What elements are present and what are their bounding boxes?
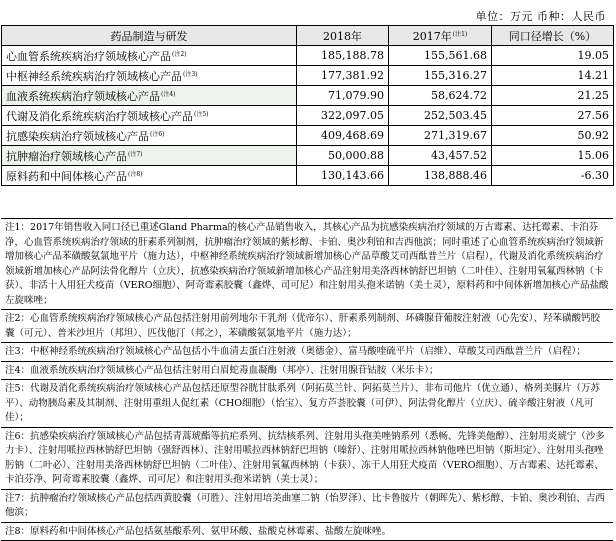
growth-percent: 15.06 <box>492 146 614 166</box>
footnote-3: 注3：中枢神经系统疾病治疗领域核心产品包括小牛血清去蛋白注射液（奥德金）、富马酸喹硫平片（启维）、草酸艾司西酞普兰片（启程）； <box>1 343 613 362</box>
footnote-marker: (注7) <box>128 151 143 158</box>
table-header-row <box>2 26 614 46</box>
product-category: 中枢神经系统疾病治疗领域核心产品$^{(注3)}$ <box>2 66 297 86</box>
footnote-2: 注2：心血管系统疾病治疗领域核心产品包括注射用前列地尔干乳剂（优帝尔）、肝素系列制剂、环磷腺苷葡胺注射液（心先安）、羟苯磺酸钙胶囊（可元）、普米沙坦片（邦坦）、匹伐他汀（邦之），苯磺酸氨氯地平片（施力达）； <box>1 310 613 343</box>
growth-percent: 19.05 <box>492 46 614 66</box>
growth-percent: -6.30 <box>492 166 614 186</box>
revenue-2018: 130,143.66 <box>297 166 389 186</box>
header-2017: 2017年$^{(注1)}$ <box>389 26 492 46</box>
product-category: 代谢及消化系统疾病治疗领域核心产品$^{(注5)}$ <box>2 106 297 126</box>
revenue-2017: 43,457.52 <box>389 146 492 166</box>
revenue-2017: 155,561.68 <box>389 46 492 66</box>
footnote-6: 注6：抗感染疾病治疗领域核心产品包括青蒿琥酯等抗疟系列、抗结核系列、注射用头孢美唑钠系列（悉畅、先锋美他醇）、注射用炎琥宁（沙多力卡）、注射用哌拉西林钠舒巴坦钠（强舒西林）、注射用哌拉西林钠舒巴坦钠（嗪舒）、注射用哌拉西林钠他唑巴坦钠（斯坦定）、注射用头孢唑肟钠（二叶必）、注射用美洛西林钠舒巴坦钠（二叶佳）、注射用氧氟西林钠（卡获）、冻干人用狂犬疫苗（VERO细胞）、万古霉素、达托霉素、卡泊芬净、阿奇霉素胶囊（鑫烨、司可尼）和注射用头孢米诺钠（美士灵）； <box>1 428 613 490</box>
table-row <box>2 46 614 66</box>
revenue-2017: 271,319.67 <box>389 126 492 146</box>
revenue-2018: 322,097.05 <box>297 106 389 126</box>
growth-percent: 27.56 <box>492 106 614 126</box>
revenue-2017: 58,624.72 <box>389 86 492 106</box>
footnote-marker: (注1) <box>453 31 468 38</box>
unit-currency-line: 单位：万元 币种：人民币 <box>476 8 607 24</box>
revenue-2018: 409,468.69 <box>297 126 389 146</box>
footnote-marker: (注6) <box>150 131 165 138</box>
table-row <box>2 106 614 126</box>
header-category: 药品制造与研发 <box>2 26 297 46</box>
revenue-2018: 50,000.88 <box>297 146 389 166</box>
revenue-2017: 252,503.45 <box>389 106 492 126</box>
footnote-7: 注7：抗肿瘤治疗领域核心产品包括西黄胶囊（可胜）、注射用培美曲塞二钠（怡罗泽）、比卡鲁胺片（朝晖先）、紫杉醇、卡铂、奥沙利铂、吉西他滨； <box>1 490 613 523</box>
product-category: 抗肿瘤治疗领域核心产品$^{(注7)}$ <box>2 146 297 166</box>
product-revenue-table <box>1 25 614 186</box>
table-row <box>2 166 614 186</box>
growth-percent: 21.25 <box>492 86 614 106</box>
header-growth: 同口径增长（%） <box>492 26 614 46</box>
footnote-marker: (注4) <box>161 91 176 98</box>
footnote-marker: (注3) <box>183 71 198 78</box>
product-category: 原料药和中间体核心产品$^{(注8)}$ <box>2 166 297 186</box>
revenue-2018: 185,188.78 <box>297 46 389 66</box>
table-row <box>2 86 614 106</box>
footnote-4: 注4：血液系统疾病治疗领域核心产品包括注射用白眉蛇毒血凝酶（邦亭）、注射用腺苷钴胺（米乐卡）； <box>1 362 613 381</box>
product-category: 心血管系统疾病治疗领域核心产品$^{(注2)}$ <box>2 46 297 66</box>
table-row <box>2 66 614 86</box>
product-category: 抗感染疾病治疗领域核心产品$^{(注6)}$ <box>2 126 297 146</box>
footnote-marker: (注2) <box>172 51 187 58</box>
growth-percent: 14.21 <box>492 66 614 86</box>
header-2018: 2018年 <box>297 26 389 46</box>
table-row <box>2 146 614 166</box>
footnote-marker: (注8) <box>128 171 143 178</box>
footnote-marker: (注5) <box>194 111 209 118</box>
revenue-2018: 71,079.90 <box>297 86 389 106</box>
revenue-2017: 155,316.27 <box>389 66 492 86</box>
footnote-5: 注5：代谢及消化系统疾病治疗领域核心产品包括还原型谷胱甘肽系列（阿拓莫兰针、阿拓莫兰片）、非布司他片（优立通）、格列美脲片（万苏平）、动物胰岛素及其制剂、注射用重组人促红素（CHO细胞）（怡宝）、复方芦荟胶囊（可伊）、阿法骨化醇片（立庆）、硫辛酸注射液（凡可佳）； <box>1 380 613 428</box>
footnote-8: 注8：原料药和中间体核心产品包括氨基酸系列、氨甲环酸、盐酸克林霉素、盐酸左旋咪唑。 <box>1 523 613 541</box>
product-category: 血液系统疾病治疗领域核心产品$^{(注4)}$ <box>2 86 297 106</box>
revenue-2018: 177,381.92 <box>297 66 389 86</box>
growth-percent: 50.92 <box>492 126 614 146</box>
footnote-1: 注1：2017年销售收入同口径已重述Gland Pharma的核心产品销售收入，其核心产品为抗感染疾病治疗领域的万古霉素、达托霉素、卡泊芬净，心血管系统疾病治疗领域的肝素系列制剂，抗肿瘤治疗领域的紫杉醇、卡铂、奥沙利铂和吉西他滨；同时重述了心血管系统疾病治疗领域新增加核心产品苯磺酸氨氯地平片（施力达），中枢神经系统疾病治疗领域新增加核心产品草酸艾司西酞普兰片（启程），代谢及消化系统疾病治疗领域新增加核心产品阿法骨化醇片（立庆），抗感染疾病治疗领域新增加核心产品注射用美洛西林钠舒巴坦钠（二叶佳）、注射用氧氟西林钠（卡获）、非活十人用狂犬疫苗（VERO细胞）、阿奇霉素胶囊（鑫烨、司可尼）和注射用头孢米诺钠（美士灵），原料药和中间体新增加核心产品盐酸左旋咪唑； <box>1 219 613 310</box>
revenue-2017: 138,888.46 <box>389 166 492 186</box>
table-row <box>2 126 614 146</box>
footnotes <box>1 218 613 541</box>
